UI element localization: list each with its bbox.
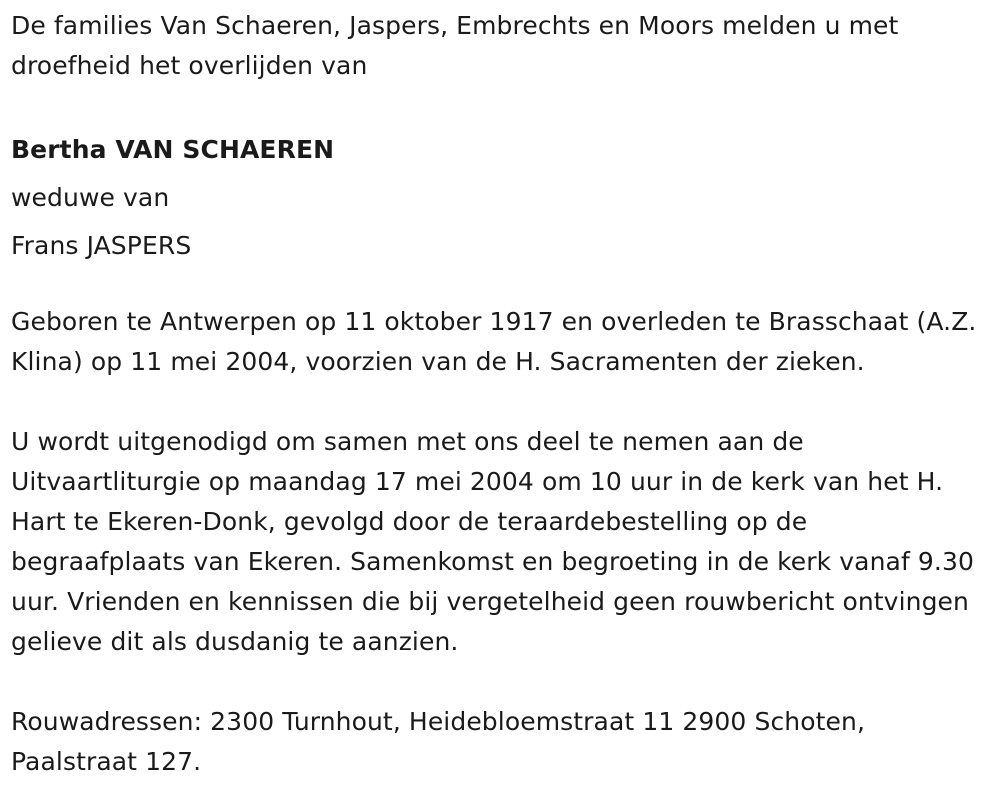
relation-text: weduwe van: [11, 183, 170, 212]
intro-text: De families Van Schaeren, Jaspers, Embrechts en Moors melden u met droefheid het overlijden van: [11, 11, 899, 80]
birth-death-paragraph: Geboren te Antwerpen op 11 oktober 1917 en overleden te Brasschaat (A.Z. Klina) op 11 mei 2004, voorzien van de H. Sacramenten der zieken.: [11, 307, 977, 376]
spouse-name: Frans JASPERS: [11, 231, 192, 260]
deceased-name: Bertha VAN SCHAEREN: [11, 135, 335, 164]
addresses-paragraph: Rouwadressen: 2300 Turnhout, Heidebloemstraat 11 2900 Schoten, Paalstraat 127.: [11, 707, 866, 776]
ceremony-paragraph: U wordt uitgenodigd om samen met ons deel te nemen aan de Uitvaartliturgie op maandag 17 mei 2004 om 10 uur in de kerk van het H. Hart te Ekeren-Donk, gevolgd door de teraardebestelling op de begraafplaats van Ekeren. Samenkomst en begroeting in de kerk vanaf 9.30 uur. Vrienden en kennissen die bij vergetelheid geen rouwbericht ontvingen gelieve dit als dusdanig te aanzien.: [11, 427, 974, 656]
